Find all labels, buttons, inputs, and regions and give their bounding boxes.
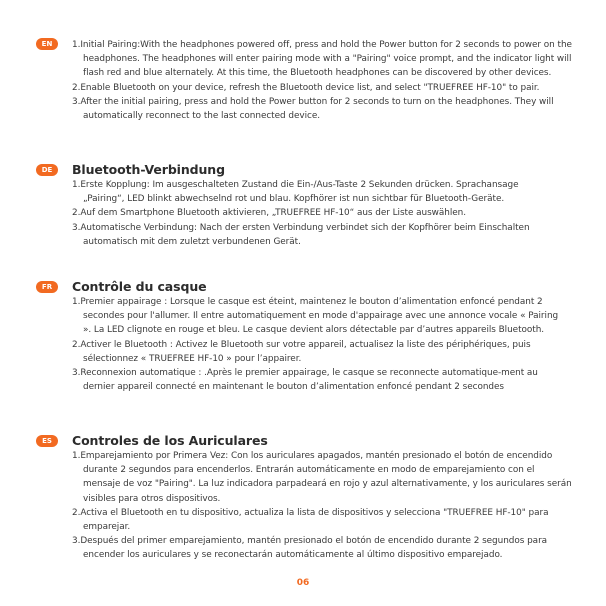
instruction-item: 1.Erste Kopplung: Im ausgeschalteten Zustand die Ein-/Aus-Taste 2 Sekunden drücken. Sprachansage „Pairing“, LED blinkt abwechselnd rot und blau. Kopfhörer ist nun sichtbar für Bluetooth-Geräte. (72, 180, 519, 205)
section-title-es: Controles de los Auriculares (72, 433, 268, 448)
language-badge-fr: FR (36, 281, 58, 293)
instruction-list-fr (72, 295, 562, 394)
instruction-item: 3.After the initial pairing, press and hold the Power button for 2 seconds to turn on the headphones. They will automatically reconnect to the last connected device. (72, 96, 554, 122)
instruction-item: 2.Activer le Bluetooth : Activez le Bluetooth sur votre appareil, actualisez la liste des périphériques, puis sélectionnez « TRUEFREE HF-10 » pour l’appairer. (72, 339, 531, 364)
instruction-item: 3.Reconnexion automatique : .Après le premier appairage, le casque se reconnecte automatique-ment au dernier appareil connecté en maintenant le bouton d’alimentation enfoncé pendant 2 secondes (72, 368, 538, 393)
instruction-item: 1.Premier appairage : Lorsque le casque est éteint, maintenez le bouton d’alimentation enfoncé pendant 2 secondes pour l'allumer. Il entre automatiquement en mode d'appairage avec une annonce vocale « Pairing ». La LED clignote en rouge et bleu. Le casque devient alors détectable par d’autres appareils Bluetooth. (72, 297, 559, 336)
instruction-item: 2.Activa el Bluetooth en tu dispositivo, actualiza la lista de dispositivos y selecciona "TRUEFREE HF-10" para emparejar. (72, 507, 549, 533)
instruction-item: 1.Emparejamiento por Primera Vez: Con los auriculares apagados, mantén presionado el botón de encendido durante 2 segundos para encenderlos. Entrarán automáticamente en modo de emparejamiento con el mensaje de voz "Pairing". La luz indicadora parpadeará en rojo y azul alternativamente, y los auriculares serán visibles para otros dispositivos. (72, 451, 572, 504)
instruction-item: 2.Auf dem Smartphone Bluetooth aktivieren, „TRUEFREE HF-10“ aus der Liste auswählen. (72, 208, 467, 219)
section-title-fr: Contrôle du casque (72, 279, 207, 294)
language-badge-en: EN (36, 38, 58, 50)
language-badge-de: DE (36, 164, 58, 176)
instruction-item: 3.Después del primer emparejamiento, mantén presionado el botón de encendido durante 2 segundos para encender los auriculares y se reconectarán automáticamente al último dispositivo emparejado. (72, 536, 548, 561)
instruction-item: 3.Automatische Verbindung: Nach der ersten Verbindung verbindet sich der Kopfhörer beim Einschalten automatisch mit dem zuletzt verbundenen Gerät. (72, 222, 530, 247)
instruction-list-en (72, 38, 572, 123)
instruction-list-es (72, 449, 572, 563)
section-title-de: Bluetooth-Verbindung (72, 162, 225, 177)
language-badge-es: ES (36, 435, 58, 447)
page-number: 06 (296, 578, 310, 588)
instruction-list-de (72, 178, 562, 249)
instruction-item: 2.Enable Bluetooth on your device, refresh the Bluetooth device list, and select "TRUEFREE HF-10" to pair. (72, 82, 540, 93)
instruction-item: 1.Initial Pairing:With the headphones powered off, press and hold the Power button for 2 seconds to power on the headphones. The headphones will enter pairing mode with a "Pairing" voice prompt, and the indicator light will flash red and blue alternately. At this time, the Bluetooth headphones can be discovered by other devices. (72, 40, 572, 79)
